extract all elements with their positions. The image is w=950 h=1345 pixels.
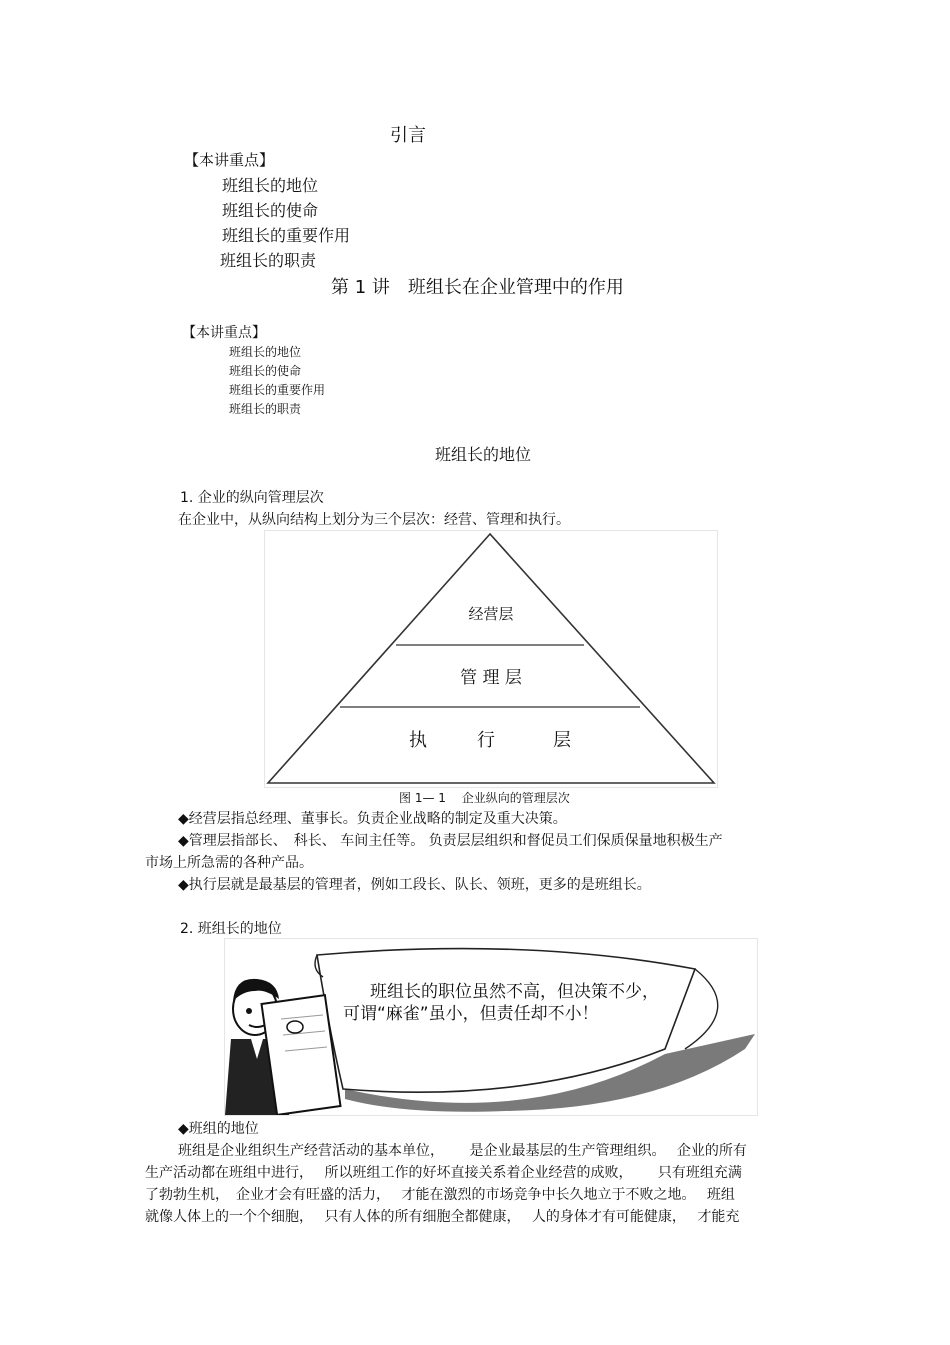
pyramid-bottom-char: 层 (553, 730, 571, 751)
lecture-title: 第 1 讲 班组长在企业管理中的作用 (331, 277, 624, 298)
intro-title: 引言 (390, 125, 426, 146)
lecture-focus-heading: 【本讲重点】 (182, 325, 266, 341)
pyramid-diagram (265, 531, 717, 787)
banner-graphic (225, 939, 757, 1115)
cartoon-man-icon (225, 979, 340, 1115)
paragraph-line: 就像人体上的一个个细胞， 只有人体的所有细胞全都健康， 人的身体才有可能健康， 才能充 (145, 1209, 740, 1225)
banner-text-line1: 班组长的职位虽然不高，但决策不少， (370, 982, 659, 1002)
bullet-2-line2: 市场上所急需的各种产品。 (145, 855, 313, 871)
paragraph-line: 了勃勃生机， 企业才会有旺盛的活力， 才能在激烈的市场竞争中长久地立于不败之地。 班组 (145, 1187, 735, 1203)
sub1-heading: 1. 企业的纵向管理层次 (180, 490, 324, 506)
intro-item: 班组长的地位 (222, 176, 319, 195)
sub2-heading: 2. 班组长的地位 (180, 921, 282, 937)
intro-item: 班组长的职责 (220, 251, 317, 270)
intro-item: 班组长的重要作用 (222, 226, 351, 245)
bullet-1: ◆经营层指总经理、董事长。负责企业战略的制定及重大决策。 (178, 811, 567, 827)
pyramid-bottom-char: 执 (409, 730, 427, 751)
intro-item: 班组长的使命 (222, 201, 319, 220)
sub1-text: 在企业中，从纵向结构上划分为三个层次：经营、管理和执行。 (178, 512, 570, 528)
bullet-2-line1: ◆管理层指部长、 科长、 车间主任等。 负责层层组织和督促员工们保质保量地积极生产 (178, 833, 723, 849)
intro-focus-heading: 【本讲重点】 (184, 151, 275, 169)
lecture-item: 班组长的使命 (229, 364, 302, 378)
pyramid-top-label: 经营层 (468, 605, 514, 623)
paragraph-line: 生产活动都在班组中进行， 所以班组工作的好坏直接关系着企业经营的成败， 只有班组充满 (145, 1165, 742, 1181)
lecture-item: 班组长的地位 (229, 345, 302, 359)
lecture-item: 班组长的重要作用 (229, 383, 326, 397)
banner-text-line2: 可谓“麻雀”虽小，但责任却不小！ (343, 1004, 599, 1024)
bullet-4: ◆班组的地位 (178, 1121, 259, 1137)
figure-caption: 图 1— 1 企业纵向的管理层次 (399, 791, 570, 805)
section-title: 班组长的地位 (435, 445, 532, 464)
banner-illustration (224, 938, 758, 1116)
bullet-3: ◆执行层就是最基层的管理者，例如工段长、队长、领班，更多的是班组长。 (178, 877, 651, 893)
pyramid-figure (264, 530, 718, 788)
paragraph-line: 班组是企业组织生产经营活动的基本单位， 是企业最基层的生产管理组织。 企业的所有 (178, 1143, 747, 1159)
pyramid-middle-label: 管 理 层 (460, 668, 522, 688)
lecture-item: 班组长的职责 (229, 402, 302, 416)
pyramid-bottom-char: 行 (477, 730, 495, 751)
